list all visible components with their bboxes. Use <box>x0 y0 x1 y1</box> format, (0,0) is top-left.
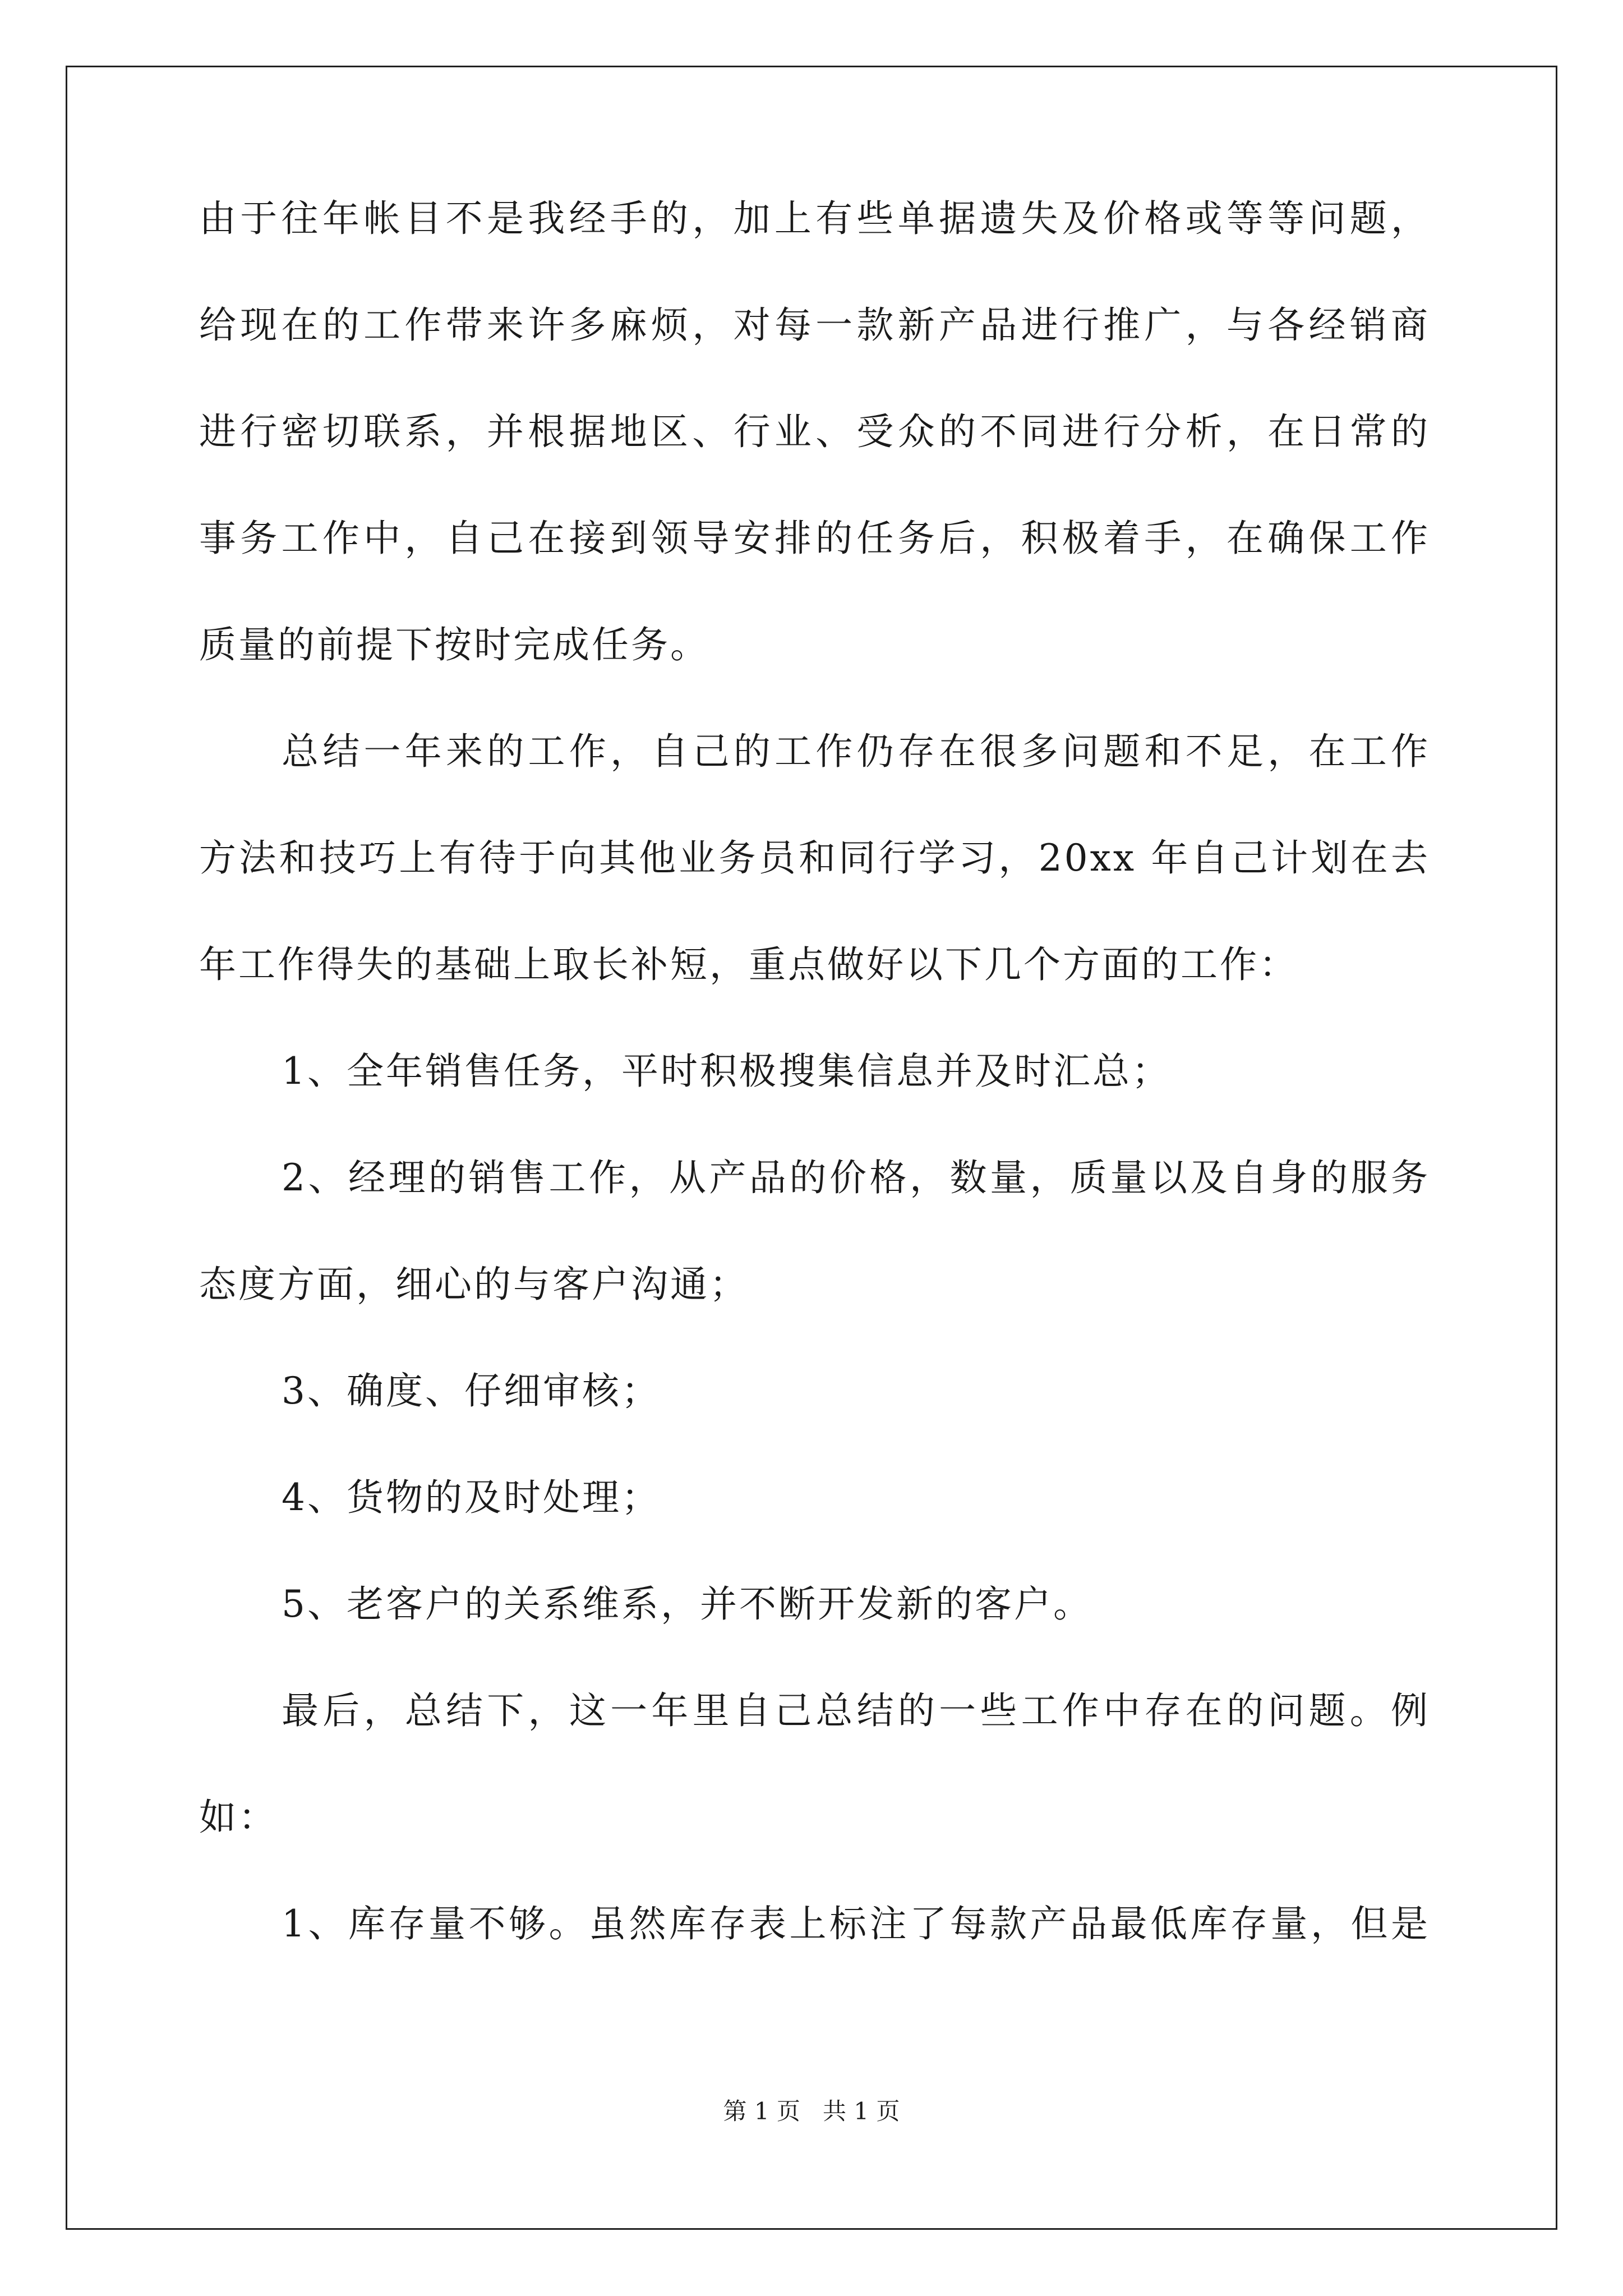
text-line: 质量的前提下按时完成任务。 <box>199 623 709 666</box>
page-number: 第 1 页 <box>723 2097 800 2125</box>
text-line: 如： <box>199 1796 278 1839</box>
text-line: 给现在的工作带来许多麻烦，对每一款新产品进行推广，与各经销商 <box>199 303 1430 347</box>
page-footer <box>0 2097 1623 2126</box>
list-item: 5、老客户的关系维系，并不断开发新的客户。 <box>282 1582 1092 1626</box>
list-item: 4、货物的及时处理； <box>282 1476 661 1519</box>
list-item: 2、经理的销售工作，从产品的价格，数量，质量以及自身的服务 <box>282 1156 1430 1199</box>
text-line: 年工作得失的基础上取长补短，重点做好以下几个方面的工作： <box>199 943 1298 986</box>
text-line: 事务工作中，自己在接到领导安排的任务后，积极着手，在确保工作 <box>199 517 1430 560</box>
text-line: 方法和技巧上有待于向其他业务员和同行学习，20xx 年自己计划在去 <box>199 836 1430 880</box>
paragraph-first-line: 总结一年来的工作，自己的工作仍存在很多问题和不足，在工作 <box>282 730 1430 773</box>
text-line: 态度方面，细心的与客户沟通； <box>199 1263 749 1306</box>
list-item: 1、库存量不够。虽然库存表上标注了每款产品最低库存量，但是 <box>282 1902 1430 1945</box>
text-line: 由于往年帐目不是我经手的，加上有些单据遗失及价格或等等问题， <box>199 197 1430 240</box>
page-total: 共 1 页 <box>823 2097 900 2125</box>
list-item: 3、确度、仔细审核； <box>282 1369 661 1412</box>
paragraph-first-line: 最后，总结下，这一年里自己总结的一些工作中存在的问题。例 <box>282 1689 1430 1732</box>
list-item: 1、全年销售任务，平时积极搜集信息并及时汇总； <box>282 1050 1171 1093</box>
text-line: 进行密切联系，并根据地区、行业、受众的不同进行分析，在日常的 <box>199 410 1430 453</box>
